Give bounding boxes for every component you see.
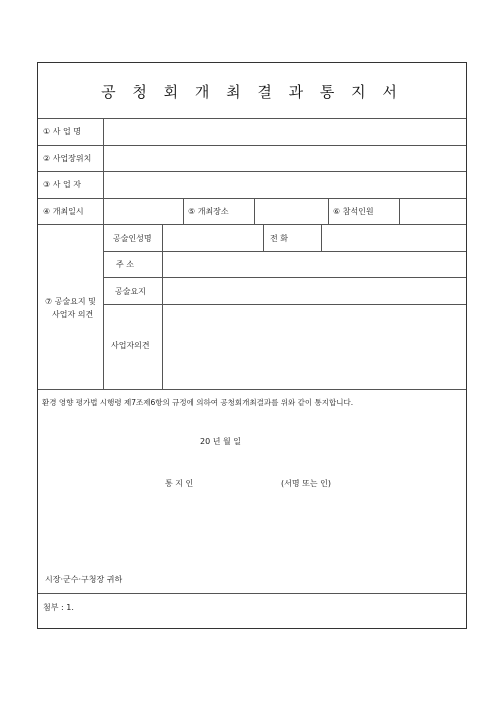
statement-label: 공술요지 bbox=[115, 287, 146, 296]
column-divider bbox=[103, 118, 104, 389]
attendees-label: ⑥ 참석인원 bbox=[333, 207, 374, 216]
operator-label: ③ 사 업 자 bbox=[43, 180, 81, 189]
column-divider bbox=[254, 198, 255, 224]
address-label: 주 소 bbox=[116, 260, 134, 269]
column-divider bbox=[183, 198, 184, 224]
row-divider bbox=[103, 251, 466, 252]
row-divider bbox=[103, 277, 466, 278]
attachment-label: 첨부 : 1. bbox=[43, 603, 74, 612]
row-divider bbox=[103, 304, 466, 305]
recipient-label: 시장·군수·구청장 귀하 bbox=[45, 575, 123, 584]
phone-label: 전 화 bbox=[270, 234, 288, 243]
column-divider bbox=[162, 224, 163, 389]
notice-form bbox=[37, 62, 467, 629]
row-divider bbox=[38, 593, 466, 594]
business-location-label: ② 사업장위치 bbox=[43, 154, 92, 163]
place-label: ⑤ 개최장소 bbox=[188, 207, 229, 216]
column-divider bbox=[328, 198, 329, 224]
notice-date: 20 년 월 일 bbox=[200, 437, 241, 446]
notifier-label: 통 지 인 bbox=[165, 479, 194, 488]
form-title: 공 청 회 개 최 결 과 통 지 서 bbox=[101, 83, 403, 101]
row-divider bbox=[38, 389, 466, 390]
summary-group-label-2: 사업자 의견 bbox=[52, 310, 94, 319]
notice-body: 환경 영향 평가법 시행령 제7조제6항의 규정에 의하여 공청회개최결과를 위와 같이 통지합니다. bbox=[42, 398, 354, 407]
business-name-label: ① 사 업 명 bbox=[43, 127, 81, 136]
summary-group-label: ⑦ 공술요지 및 bbox=[45, 297, 96, 306]
date-label: ④ 개최일시 bbox=[43, 207, 84, 216]
column-divider bbox=[263, 224, 264, 251]
column-divider bbox=[399, 198, 400, 224]
signature-label: (서명 또는 인) bbox=[281, 479, 331, 488]
column-divider bbox=[321, 224, 322, 251]
operator-opinion-label: 사업자의견 bbox=[111, 341, 150, 350]
speaker-name-label: 공술인성명 bbox=[113, 234, 152, 243]
